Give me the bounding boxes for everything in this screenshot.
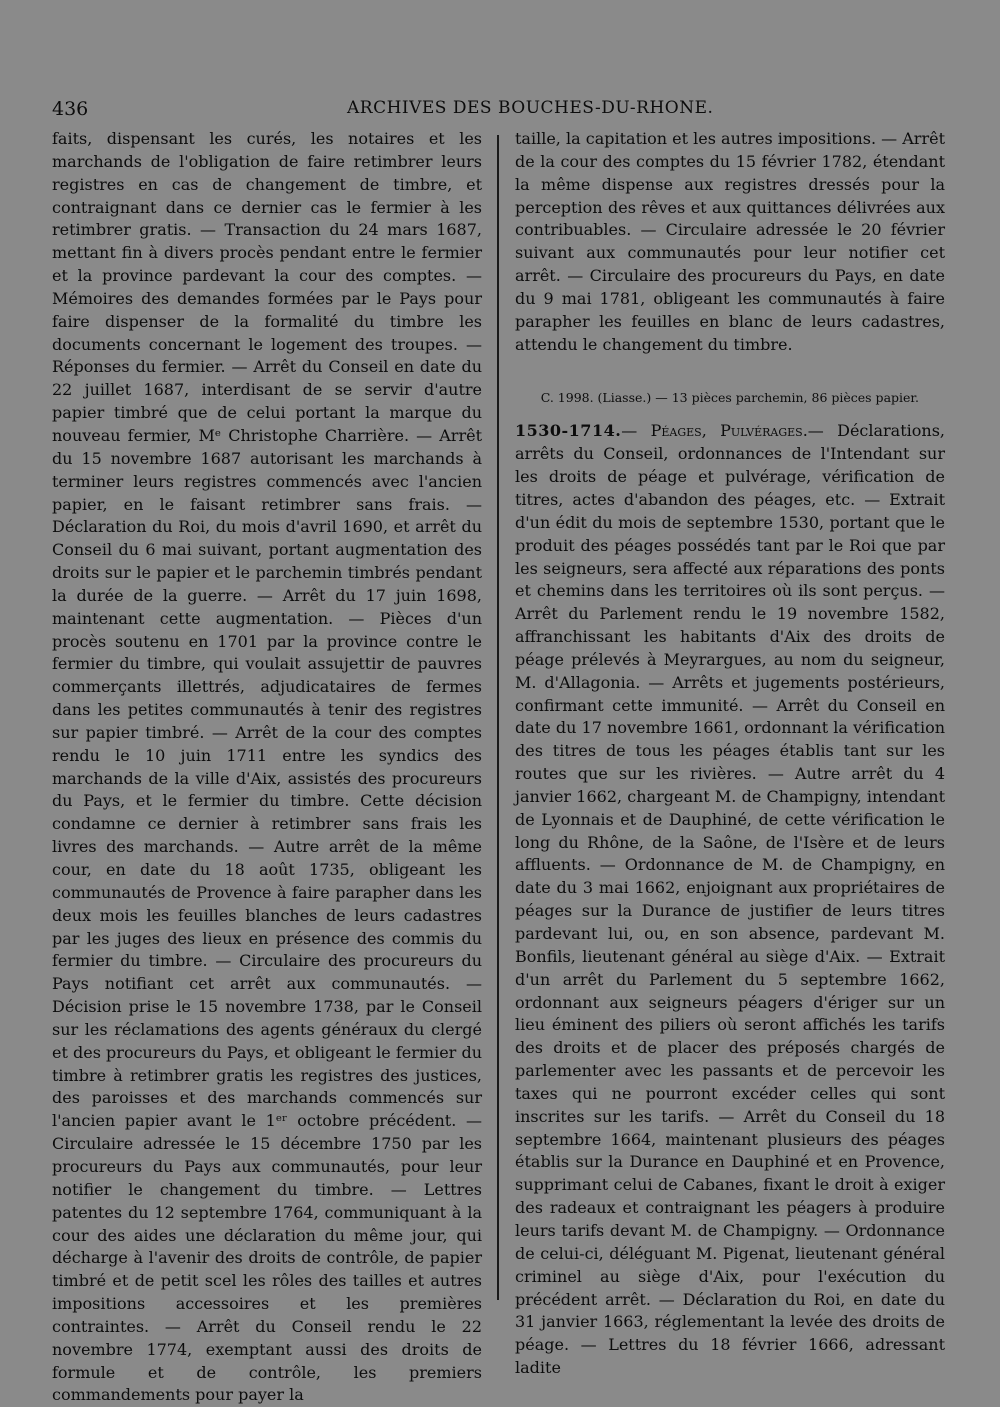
inventory-line: C. 1998. (Liasse.) — 13 pièces parchemin, 86 pièces papier. [540,390,919,406]
page-number: 436 [52,98,89,120]
page-header [52,98,952,126]
entry-text: — Déclarations, arrêts du Conseil, ordonnances de l'Intendant sur les droits de péage et pulvérage, vérification de titres, actes d'abandon des péages, etc. — Extrait d'un édit du mois de septembre 1530, portant que le produit des péages possédés tant par le Roi que par les seigneurs, sera affecté aux réparations des ponts et chemins dans les territoires où ils sont perçus. — Arrêt du Parlement rendu le 19 novembre 1582, affranchissant les habitants d'Aix des droits de péage prélevés à Meyrargues, au nom du seigneur, M. d'Allagonia. — Arrêts et jugements postérieurs, confirmant cette immunité. — Arrêt du Conseil en date du 17 novembre 1661, ordonnant la vérification des titres de tous les péages établis tant sur les routes que sur les rivières. — Autre arrêt du 4 janvier 1662, chargeant M. de Champigny, intendant de Lyonnais et de Dauphiné, de cette vérification le long du Rhône, de la Saône, de l'Isère et de leurs affluents. — Ordonnance de M. de Champigny, en date du 3 mai 1662, enjoignant aux propriétaires de péages sur la Durance de justifier de leurs titres pardevant lui, ou, en son absence, pardevant M. Bonfils, lieutenant général au siège d'Aix. — Extrait d'un arrêt du Parlement du 5 septembre 1662, ordonnant aux seigneurs péagers d'ériger sur un lieu éminent des piliers où seront affichés les tarifs des droits et de placer des préposés chargés de parlementer avec les passants et de percevoir les taxes qui ne pourront excéder celles qui sont inscrites sur les tarifs. — Arrêt du Conseil du 18 septembre 1664, maintenant plusieurs des péages établis sur la Durance en Dauphiné et en Provence, supprimant celui de Cabanes, fixant le droit à exiger des radeaux et contraignant les péagers à produire leurs tarifs devant M. de Champigny. — Ordonnance de celui-ci, déléguant M. Pigenat, lieutenant général criminel au siège d'Aix, pour l'exécution du précédent arrêt. — Déclaration du Roi, en date du 31 janvier 1663, réglementant la levée des droits de péage. — Lettres du 18 février 1666, adressant ladite [515,421,946,1378]
column-divider [497,135,499,1300]
left-column-text: faits, dispensant les curés, les notaires et les marchands de l'obligation de faire retimbrer leurs registres en cas de changement de timbre, et contraignant dans ce dernier cas le fermier à les retimbrer gratis. — Transaction du 24 mars 1687, mettant fin à divers procès pendant entre le fermier et la province pardevant la cour des comptes. — Mémoires des demandes formées par le Pays pour faire dispenser de la formalité du timbre les documents concernant le logement des troupes. — Réponses du fermier. — Arrêt du Conseil en date du 22 juillet 1687, interdisant de se servir d'autre papier timbré que de celui portant la marque du nouveau fermier, Mᵉ Christophe Charrière. — Arrêt du 15 novembre 1687 autorisant les marchands à terminer leurs registres commencés avec l'ancien papier, en le faisant retimbrer sans frais. — Déclaration du Roi, du mois d'avril 1690, et arrêt du Conseil du 6 mai suivant, portant augmentation des droits sur le papier et le parchemin timbrés pendant la durée de la guerre. — Arrêt du 17 juin 1698, maintenant cette augmentation. — Pièces d'un procès soutenu en 1701 par la province contre le fermier du timbre, qui voulait assujettir de pauvres commerçants illettrés, adjudicataires de fermes dans les petites communautés à tenir des registres sur papier timbré. — Arrêt de la cour des comptes rendu le 10 juin 1711 entre les syndics des marchands de la ville d'Aix, assistés des procureurs du Pays, et le fermier du timbre. Cette décision condamne ce dernier à retimbrer sans frais les livres des marchands. — Autre arrêt de la même cour, en date du 18 août 1735, obligeant les communautés de Provence à faire parapher dans les deux mois les feuilles blanches de leurs cadastres par les juges des lieux en présence des commis du fermier du timbre. — Circulaire des procureurs du Pays notifiant cet arrêt aux communautés. — Décision prise le 15 novembre 1738, par le Conseil sur les réclamations des agents généraux du clergé et des procureurs du Pays, et obligeant le fermier du timbre à retimbrer gratis les registres des justices, des paroisses et des marchands commencés sur l'ancien papier avant le 1ᵉʳ octobre précédent. — Circulaire adressée le 15 décembre 1750 par les procureurs du Pays aux communautés, pour leur notifier le changement du timbre. — Lettres patentes du 12 septembre 1764, communiquant à la cour des aides une déclaration du même jour, qui décharge à l'avenir des droits de contrôle, de papier timbré et de petit scel les rôles des tailles et autres impositions accessoires et les premières contraintes. — Arrêt du Conseil rendu le 22 novembre 1774, exemptant aussi des droits de formule et de contrôle, les premiers commandements pour payer la [52,129,482,1405]
entry-heading: Péages, Pulvérages. [650,421,808,441]
entry-dates: 1530-1714. [515,421,622,441]
right-column [515,128,945,1380]
inventory-entry [515,420,945,1379]
left-column [52,128,482,1407]
right-column-continuation: taille, la capitation et les autres impositions. — Arrêt de la cour des comptes du 15 février 1782, étendant la même dispense aux registres dressés pour la perception des rêves et aux quittances délivrées aux contribuables. — Circulaire adressée le 20 février suivant aux communautés pour leur notifier cet arrêt. — Circulaire des procureurs du Pays, en date du 9 mai 1781, obligeant les communautés à faire parapher les feuilles en blanc de leurs cadastres, attendu le changement du timbre. [515,129,945,354]
running-title: ARCHIVES DES BOUCHES-DU-RHONE. [347,98,714,118]
entry-dash: — [621,421,638,441]
